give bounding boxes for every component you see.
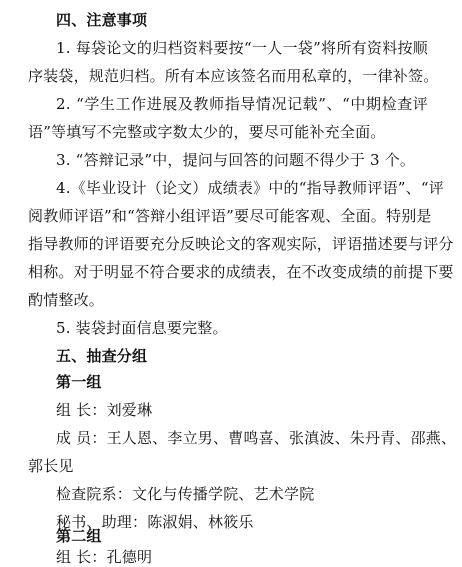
item-2-line-1: 2. “学生工作进展及教师指导情况记载”、“中期检查评 [56, 95, 428, 113]
item-4-line-5: 酌情整改。 [28, 291, 105, 309]
group-2-title: 第二组 [56, 527, 102, 545]
item-1-line-1: 1. 每袋论文的归档资料要按“一人一袋”将所有资料按顺 [56, 39, 428, 57]
item-2-line-2: 语”等填写不完整或字数太少的，要尽可能补充全面。 [28, 123, 386, 141]
group-1-members-line-2: 郭长见 [28, 457, 74, 475]
item-1-line-2: 序装袋，规范归档。所有本应该签名而用私章的，一律补签。 [28, 67, 439, 85]
item-5: 5. 装袋封面信息要完整。 [56, 319, 228, 337]
item-4-line-1: 4.《毕业设计（论文）成绩表》中的“指导教师评语”、“评 [56, 179, 444, 197]
item-3: 3. “答辩记录”中，提问与回答的问题不得少于 3 个。 [56, 151, 416, 169]
group-1-title: 第一组 [56, 373, 102, 391]
item-4-line-4: 相称。对于明显不符合要求的成绩表，在不改变成绩的前提下要 [28, 263, 454, 281]
group-2-leader: 组 长：孔德明 [56, 548, 153, 566]
item-4-line-3: 指导教师的评语要充分反映论文的客观实际，评语描述要与评分 [28, 235, 454, 253]
section-4-heading: 四、注意事项 [56, 11, 148, 29]
group-1-members-line-1: 成 员：王人恩、李立男、曹鸣喜、张滇波、朱丹青、邵燕、 [56, 429, 457, 447]
group-1-secretary: 秘书、助理：陈淑娟、林筱乐 [56, 513, 254, 531]
section-5-heading: 五、抽查分组 [56, 347, 148, 365]
group-1-colleges: 检查院系：文化与传播学院、艺术学院 [56, 485, 315, 503]
item-4-line-2: 阅教师评语”和“答辩小组评语”要尽可能客观、全面。特别是 [28, 207, 432, 225]
group-1-leader: 组 长：刘爱琳 [56, 401, 153, 419]
